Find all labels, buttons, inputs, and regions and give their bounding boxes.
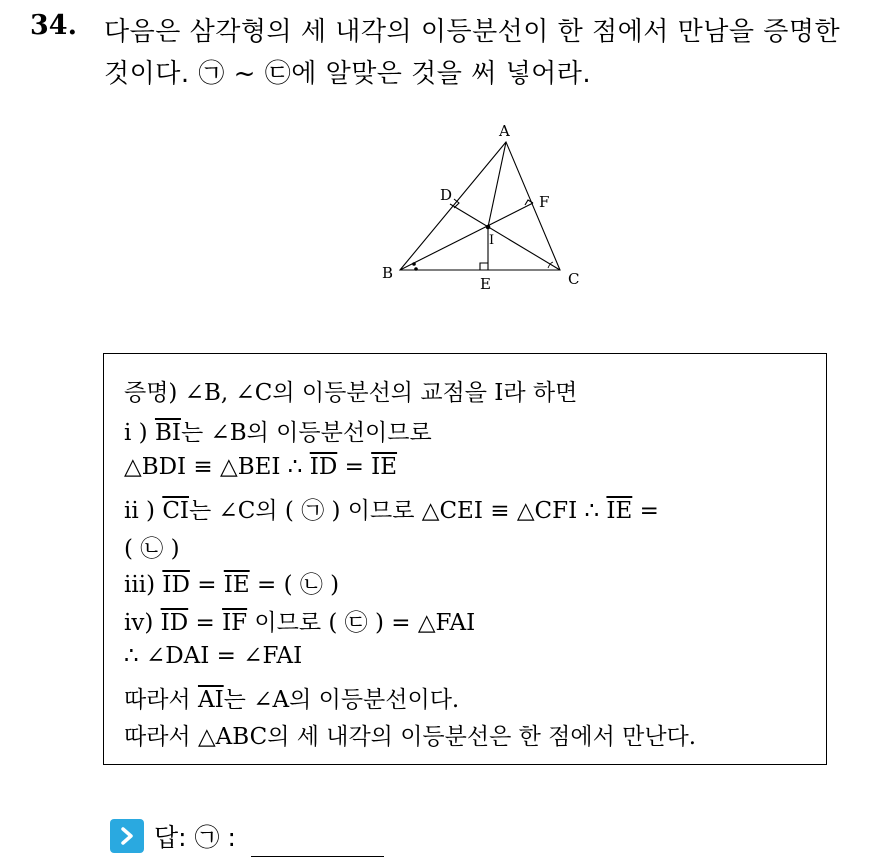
label-b: B [382, 264, 394, 282]
right-angle-e [480, 263, 488, 270]
proof-line-7: iv) $\overline{ID} = \overline{IF}$ 이므로 ( ㉢ ) = △FAI [124, 610, 476, 636]
label-e: E [480, 275, 491, 293]
label-d: D [440, 186, 453, 204]
proof-box [103, 353, 827, 765]
incenter-point [486, 225, 491, 230]
question-text-line-2: 것이다. ㉠ ~ ㉢에 알맞은 것을 써 넣어라. [104, 59, 592, 89]
proof-line-3: △BDI ≡ △BEI ∴ $\overline{ID} = \overline{IE}$ [124, 454, 398, 480]
proof-line-8: ∴ ∠DAI = ∠FAI [124, 643, 303, 669]
chevron-right-icon [110, 819, 144, 853]
angle-dot-b1 [412, 262, 416, 266]
answer-row [110, 818, 236, 854]
triangle-figure [370, 120, 600, 295]
proof-line-9: 따라서 $\overline{AI}$는 ∠A의 이등분선이다. [124, 687, 460, 713]
answer-blank[interactable] [251, 856, 384, 857]
label-c: C [568, 270, 580, 288]
label-i: I [489, 233, 495, 248]
bisector-a [488, 142, 506, 227]
triangle-abc [400, 142, 560, 270]
proof-line-2: i ) $\overline{BI}$는 ∠B의 이등분선이므로 [124, 420, 432, 446]
bisector-b [400, 203, 533, 270]
question-number: 34. [30, 10, 77, 41]
angle-dot-b2 [414, 267, 418, 271]
proof-line-6: iii) $\overline{ID} = \overline{IE}$ = ( ㉡ ) [124, 572, 340, 598]
proof-line-1: 증명) ∠B, ∠C의 이등분선의 교점을 I라 하면 [124, 380, 578, 406]
proof-line-5: ( ㉡ ) [124, 536, 180, 562]
proof-line-10: 따라서 △ABC의 세 내각의 이등분선은 한 점에서 만난다. [124, 724, 697, 750]
question-text-line-1: 다음은 삼각형의 세 내각의 이등분선이 한 점에서 만남을 증명한 [104, 17, 841, 47]
label-f: F [539, 193, 550, 211]
answer-label: 답: ㉠ : [154, 823, 236, 852]
label-a: A [499, 122, 510, 140]
proof-line-4: ii ) $\overline{CI}$는 ∠C의 ( ㉠ ) 이므로 △CEI ≡ △CFI ∴ $\overline{IE}$ = [124, 498, 659, 524]
